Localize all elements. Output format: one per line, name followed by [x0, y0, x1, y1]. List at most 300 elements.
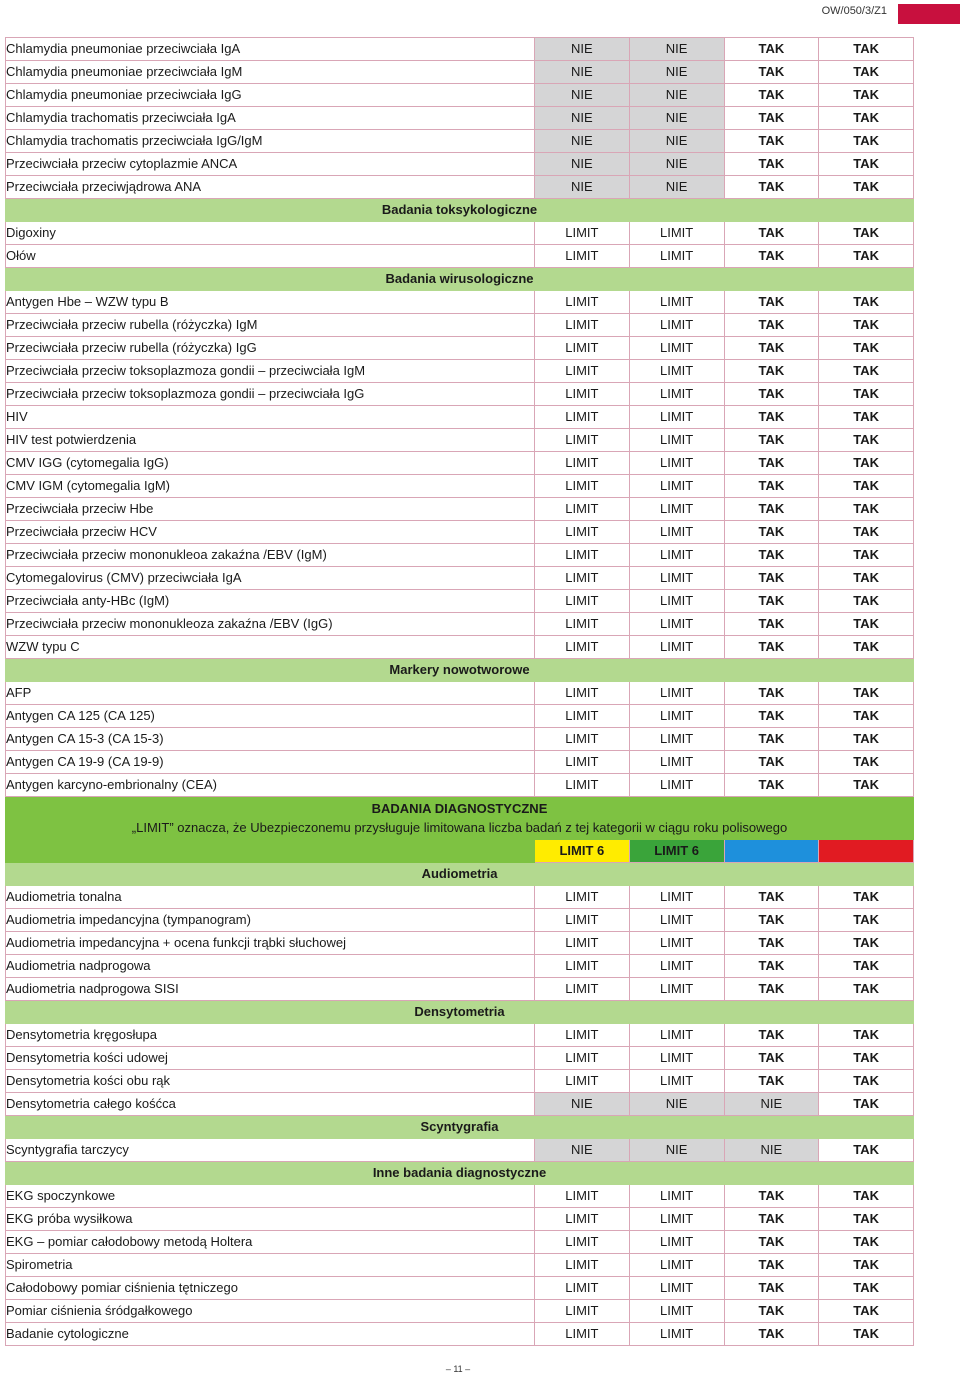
coverage-value: TAK	[819, 1208, 914, 1231]
coverage-table-body	[6, 38, 914, 1346]
coverage-value: LIMIT	[629, 567, 724, 590]
coverage-value: TAK	[819, 107, 914, 130]
coverage-value: TAK	[724, 406, 819, 429]
exam-name: HIV	[6, 406, 535, 429]
exam-name: Przeciwciała przeciw mononukleoza zakaźna /EBV (IgG)	[6, 613, 535, 636]
coverage-value: NIE	[535, 61, 630, 84]
coverage-value: LIMIT	[535, 337, 630, 360]
coverage-value: LIMIT	[629, 429, 724, 452]
section-title: Markery nowotworowe	[6, 659, 914, 682]
coverage-value: LIMIT	[629, 705, 724, 728]
coverage-value: TAK	[819, 705, 914, 728]
coverage-value: LIMIT	[629, 978, 724, 1001]
exam-name: EKG – pomiar całodobowy metodą Holtera	[6, 1231, 535, 1254]
coverage-value: LIMIT	[629, 314, 724, 337]
coverage-value: TAK	[724, 360, 819, 383]
coverage-value: LIMIT	[535, 291, 630, 314]
coverage-value: TAK	[819, 245, 914, 268]
exam-name: EKG próba wysiłkowa	[6, 1208, 535, 1231]
table-row	[6, 360, 914, 383]
table-row	[6, 932, 914, 955]
exam-name: Chlamydia pneumoniae przeciwciała IgA	[6, 38, 535, 61]
coverage-value: NIE	[535, 107, 630, 130]
table-row	[6, 38, 914, 61]
exam-name: Chlamydia pneumoniae przeciwciała IgM	[6, 61, 535, 84]
coverage-value: LIMIT	[629, 751, 724, 774]
exam-name: Densytometria kości udowej	[6, 1047, 535, 1070]
exam-name: Chlamydia pneumoniae przeciwciała IgG	[6, 84, 535, 107]
section-header-row	[6, 659, 914, 682]
exam-name: WZW typu C	[6, 636, 535, 659]
exam-name: Badanie cytologiczne	[6, 1323, 535, 1346]
table-row	[6, 245, 914, 268]
table-row	[6, 1047, 914, 1070]
coverage-value: TAK	[819, 1323, 914, 1346]
coverage-value: TAK	[724, 1024, 819, 1047]
table-row	[6, 886, 914, 909]
coverage-value: TAK	[819, 567, 914, 590]
coverage-value: LIMIT	[535, 909, 630, 932]
coverage-value: NIE	[629, 1139, 724, 1162]
coverage-value: NIE	[629, 61, 724, 84]
coverage-value: LIMIT	[629, 360, 724, 383]
table-row	[6, 567, 914, 590]
coverage-value: LIMIT	[629, 909, 724, 932]
table-row	[6, 682, 914, 705]
table-row	[6, 153, 914, 176]
legend-limit-yellow: LIMIT 6	[535, 840, 630, 863]
coverage-value: LIMIT	[629, 1231, 724, 1254]
table-row	[6, 452, 914, 475]
coverage-value: TAK	[724, 636, 819, 659]
table-row	[6, 1185, 914, 1208]
table-row	[6, 909, 914, 932]
coverage-value: TAK	[724, 909, 819, 932]
coverage-value: TAK	[724, 682, 819, 705]
exam-name: Pomiar ciśnienia śródgałkowego	[6, 1300, 535, 1323]
coverage-value: LIMIT	[535, 1277, 630, 1300]
coverage-value: TAK	[819, 932, 914, 955]
coverage-value: LIMIT	[535, 978, 630, 1001]
coverage-value: LIMIT	[629, 1300, 724, 1323]
legend-red-swatch	[819, 840, 914, 863]
exam-name: Audiometria impedancyjna + ocena funkcji trąbki słuchowej	[6, 932, 535, 955]
table-row	[6, 955, 914, 978]
exam-name: Audiometria impedancyjna (tympanogram)	[6, 909, 535, 932]
coverage-value: TAK	[724, 932, 819, 955]
coverage-value: LIMIT	[629, 452, 724, 475]
coverage-value: LIMIT	[535, 1231, 630, 1254]
coverage-value: LIMIT	[535, 682, 630, 705]
table-row	[6, 498, 914, 521]
table-row	[6, 84, 914, 107]
exam-name: EKG spoczynkowe	[6, 1185, 535, 1208]
coverage-value: LIMIT	[535, 705, 630, 728]
coverage-value: LIMIT	[629, 1277, 724, 1300]
coverage-value: TAK	[819, 452, 914, 475]
coverage-value: LIMIT	[629, 1024, 724, 1047]
coverage-value: TAK	[724, 222, 819, 245]
section-title: Inne badania diagnostyczne	[6, 1162, 914, 1185]
coverage-value: NIE	[629, 107, 724, 130]
coverage-value: NIE	[535, 176, 630, 199]
coverage-value: TAK	[724, 728, 819, 751]
table-row	[6, 1300, 914, 1323]
table-row	[6, 1231, 914, 1254]
coverage-value: TAK	[724, 955, 819, 978]
coverage-value: NIE	[724, 1093, 819, 1116]
coverage-value: LIMIT	[535, 245, 630, 268]
coverage-value: LIMIT	[535, 1208, 630, 1231]
exam-name: Audiometria tonalna	[6, 886, 535, 909]
table-row	[6, 107, 914, 130]
coverage-value: TAK	[819, 222, 914, 245]
coverage-value: LIMIT	[535, 222, 630, 245]
table-row	[6, 337, 914, 360]
coverage-value: TAK	[724, 38, 819, 61]
coverage-value: TAK	[819, 498, 914, 521]
coverage-value: TAK	[819, 909, 914, 932]
coverage-value: NIE	[535, 1139, 630, 1162]
coverage-value: NIE	[629, 1093, 724, 1116]
coverage-value: TAK	[819, 1047, 914, 1070]
exam-name: Antygen CA 19-9 (CA 19-9)	[6, 751, 535, 774]
coverage-value: LIMIT	[629, 1254, 724, 1277]
coverage-value: NIE	[629, 130, 724, 153]
exam-name: Audiometria nadprogowa	[6, 955, 535, 978]
coverage-value: TAK	[819, 153, 914, 176]
coverage-value: TAK	[819, 406, 914, 429]
exam-name: Całodobowy pomiar ciśnienia tętniczego	[6, 1277, 535, 1300]
table-row	[6, 1024, 914, 1047]
coverage-value: TAK	[724, 107, 819, 130]
table-row	[6, 314, 914, 337]
coverage-value: LIMIT	[535, 1300, 630, 1323]
coverage-value: LIMIT	[629, 613, 724, 636]
legend-row	[6, 840, 914, 863]
coverage-value: TAK	[724, 291, 819, 314]
coverage-value: TAK	[724, 1300, 819, 1323]
coverage-value: TAK	[724, 751, 819, 774]
exam-name: Antygen CA 125 (CA 125)	[6, 705, 535, 728]
coverage-value: NIE	[535, 130, 630, 153]
table-row	[6, 774, 914, 797]
section-title: Densytometria	[6, 1001, 914, 1024]
coverage-value: TAK	[724, 544, 819, 567]
coverage-value: LIMIT	[629, 932, 724, 955]
coverage-value: LIMIT	[535, 1024, 630, 1047]
coverage-value: LIMIT	[535, 1323, 630, 1346]
coverage-value: LIMIT	[535, 406, 630, 429]
table-row	[6, 429, 914, 452]
coverage-value: NIE	[629, 176, 724, 199]
coverage-value: TAK	[819, 978, 914, 1001]
coverage-value: TAK	[724, 1231, 819, 1254]
coverage-value: NIE	[629, 153, 724, 176]
table-row	[6, 130, 914, 153]
coverage-value: TAK	[724, 705, 819, 728]
coverage-value: TAK	[819, 360, 914, 383]
exam-name: Audiometria nadprogowa SISI	[6, 978, 535, 1001]
coverage-value: LIMIT	[629, 886, 724, 909]
document-code: OW/050/3/Z1	[821, 5, 887, 17]
coverage-value: LIMIT	[629, 406, 724, 429]
table-row	[6, 544, 914, 567]
coverage-value: NIE	[629, 84, 724, 107]
exam-name: Przeciwciała przeciw cytoplazmie ANCA	[6, 153, 535, 176]
coverage-value: TAK	[724, 337, 819, 360]
coverage-value: NIE	[535, 153, 630, 176]
table-row	[6, 1139, 914, 1162]
coverage-value: LIMIT	[629, 1323, 724, 1346]
coverage-value: TAK	[819, 84, 914, 107]
coverage-value: LIMIT	[629, 291, 724, 314]
coverage-value: LIMIT	[535, 567, 630, 590]
coverage-value: LIMIT	[535, 774, 630, 797]
table-row	[6, 705, 914, 728]
limit-note: „LIMIT” oznacza, że Ubezpieczonemu przysługuje limitowana liczba badań z tej kategorii w ciągu roku polisowego	[131, 820, 788, 835]
coverage-value: TAK	[724, 1185, 819, 1208]
coverage-value: NIE	[535, 1093, 630, 1116]
coverage-value: TAK	[819, 1185, 914, 1208]
coverage-value: TAK	[819, 636, 914, 659]
coverage-value: LIMIT	[629, 1208, 724, 1231]
diagnostic-header	[6, 797, 914, 840]
coverage-value: TAK	[724, 84, 819, 107]
coverage-value: LIMIT	[535, 590, 630, 613]
coverage-value: LIMIT	[535, 360, 630, 383]
coverage-value: TAK	[819, 1024, 914, 1047]
coverage-value: NIE	[724, 1139, 819, 1162]
coverage-value: TAK	[724, 978, 819, 1001]
coverage-value: LIMIT	[535, 475, 630, 498]
table-row	[6, 383, 914, 406]
coverage-value: LIMIT	[535, 932, 630, 955]
exam-name: CMV IGG (cytomegalia IgG)	[6, 452, 535, 475]
exam-name: Przeciwciała przeciw rubella (różyczka) IgM	[6, 314, 535, 337]
coverage-value: TAK	[819, 314, 914, 337]
coverage-value: TAK	[724, 475, 819, 498]
coverage-value: TAK	[724, 1254, 819, 1277]
legend-blue-swatch	[724, 840, 819, 863]
coverage-value: TAK	[819, 1277, 914, 1300]
coverage-value: TAK	[819, 1139, 914, 1162]
coverage-value: TAK	[819, 544, 914, 567]
coverage-value: TAK	[819, 291, 914, 314]
exam-name: Przeciwciała przeciw toksoplazmoza gondii – przeciwciała IgM	[6, 360, 535, 383]
table-row	[6, 751, 914, 774]
coverage-value: TAK	[724, 1277, 819, 1300]
coverage-value: TAK	[819, 1231, 914, 1254]
coverage-value: TAK	[819, 429, 914, 452]
coverage-value: LIMIT	[535, 886, 630, 909]
coverage-value: TAK	[819, 475, 914, 498]
coverage-value: LIMIT	[629, 521, 724, 544]
table-row	[6, 176, 914, 199]
exam-name: Chlamydia trachomatis przeciwciała IgA	[6, 107, 535, 130]
coverage-value: LIMIT	[629, 1070, 724, 1093]
exam-name: Przeciwciała przeciw toksoplazmoza gondii – przeciwciała IgG	[6, 383, 535, 406]
coverage-value: LIMIT	[629, 337, 724, 360]
coverage-value: LIMIT	[535, 314, 630, 337]
table-row	[6, 978, 914, 1001]
coverage-value: TAK	[724, 314, 819, 337]
section-header-row	[6, 1001, 914, 1024]
coverage-value: LIMIT	[629, 498, 724, 521]
exam-name: Przeciwciała przeciw Hbe	[6, 498, 535, 521]
section-header-row	[6, 863, 914, 886]
coverage-value: LIMIT	[535, 1070, 630, 1093]
exam-name: CMV IGM (cytomegalia IgM)	[6, 475, 535, 498]
table-row	[6, 521, 914, 544]
coverage-value: TAK	[819, 38, 914, 61]
coverage-value: TAK	[819, 590, 914, 613]
table-row	[6, 1277, 914, 1300]
exam-name: Densytometria kręgosłupa	[6, 1024, 535, 1047]
table-row	[6, 1208, 914, 1231]
coverage-value: TAK	[724, 452, 819, 475]
coverage-value: LIMIT	[629, 475, 724, 498]
coverage-value: TAK	[819, 383, 914, 406]
coverage-value: TAK	[724, 774, 819, 797]
coverage-value: LIMIT	[535, 1047, 630, 1070]
exam-name: Antygen CA 15-3 (CA 15-3)	[6, 728, 535, 751]
corner-accent-bar	[898, 4, 960, 24]
coverage-value: LIMIT	[535, 636, 630, 659]
coverage-value: TAK	[724, 567, 819, 590]
coverage-value: TAK	[819, 61, 914, 84]
coverage-value: TAK	[724, 1070, 819, 1093]
exam-name: Scyntygrafia tarczycy	[6, 1139, 535, 1162]
coverage-value: LIMIT	[629, 544, 724, 567]
exam-name: Cytomegalovirus (CMV) przeciwciała IgA	[6, 567, 535, 590]
table-row	[6, 728, 914, 751]
coverage-value: TAK	[724, 1208, 819, 1231]
coverage-value: TAK	[819, 774, 914, 797]
coverage-value: NIE	[629, 38, 724, 61]
coverage-table	[5, 37, 914, 1346]
coverage-value: LIMIT	[629, 222, 724, 245]
page-number: – 11 –	[445, 1364, 471, 1374]
coverage-value: LIMIT	[535, 613, 630, 636]
table-row	[6, 613, 914, 636]
section-title: Scyntygrafia	[6, 1116, 914, 1139]
coverage-value: TAK	[819, 337, 914, 360]
section-title: Badania wirusologiczne	[6, 268, 914, 291]
exam-name: Densytometria całego kośćca	[6, 1093, 535, 1116]
exam-name: Antygen Hbe – WZW typu B	[6, 291, 535, 314]
table-row	[6, 590, 914, 613]
table-row	[6, 1093, 914, 1116]
coverage-value: TAK	[724, 130, 819, 153]
coverage-value: TAK	[819, 955, 914, 978]
exam-name: Densytometria kości obu rąk	[6, 1070, 535, 1093]
section-header-row	[6, 199, 914, 222]
coverage-value: TAK	[819, 886, 914, 909]
coverage-value: LIMIT	[535, 955, 630, 978]
table-row	[6, 1323, 914, 1346]
coverage-value: TAK	[724, 176, 819, 199]
table-row	[6, 636, 914, 659]
coverage-value: LIMIT	[535, 383, 630, 406]
exam-name: Przeciwciała anty-HBc (IgM)	[6, 590, 535, 613]
coverage-value: LIMIT	[629, 1047, 724, 1070]
coverage-value: LIMIT	[535, 498, 630, 521]
exam-name: Przeciwciała przeciwjądrowa ANA	[6, 176, 535, 199]
diagnostic-title: BADANIA DIAGNOSTYCZNE	[371, 801, 548, 816]
coverage-value: LIMIT	[535, 751, 630, 774]
coverage-value: TAK	[724, 1047, 819, 1070]
exam-name: Antygen karcyno-embrionalny (CEA)	[6, 774, 535, 797]
coverage-value: TAK	[819, 1254, 914, 1277]
section-header-row	[6, 268, 914, 291]
table-row	[6, 291, 914, 314]
coverage-value: TAK	[724, 61, 819, 84]
legend-limit-green: LIMIT 6	[629, 840, 724, 863]
coverage-value: LIMIT	[629, 1185, 724, 1208]
exam-name: Spirometria	[6, 1254, 535, 1277]
coverage-value: TAK	[819, 728, 914, 751]
legend-spacer	[6, 840, 535, 863]
table-row	[6, 475, 914, 498]
section-header-row	[6, 1116, 914, 1139]
coverage-value: TAK	[819, 176, 914, 199]
coverage-value: LIMIT	[535, 1254, 630, 1277]
coverage-value: LIMIT	[535, 521, 630, 544]
coverage-value: TAK	[819, 682, 914, 705]
coverage-value: LIMIT	[629, 383, 724, 406]
exam-name: Przeciwciała przeciw rubella (różyczka) IgG	[6, 337, 535, 360]
exam-name: Digoxiny	[6, 222, 535, 245]
coverage-value: TAK	[724, 429, 819, 452]
coverage-value: TAK	[724, 153, 819, 176]
coverage-value: TAK	[724, 498, 819, 521]
coverage-value: TAK	[819, 751, 914, 774]
coverage-value: LIMIT	[629, 774, 724, 797]
section-header-row	[6, 1162, 914, 1185]
exam-name: AFP	[6, 682, 535, 705]
coverage-value: NIE	[535, 38, 630, 61]
table-row	[6, 406, 914, 429]
coverage-value: LIMIT	[535, 728, 630, 751]
coverage-value: TAK	[724, 613, 819, 636]
coverage-value: NIE	[535, 84, 630, 107]
exam-name: HIV test potwierdzenia	[6, 429, 535, 452]
exam-name: Przeciwciała przeciw mononukleoa zakaźna /EBV (IgM)	[6, 544, 535, 567]
coverage-value: TAK	[724, 590, 819, 613]
coverage-value: TAK	[819, 1070, 914, 1093]
section-title: Audiometria	[6, 863, 914, 886]
coverage-value: LIMIT	[629, 590, 724, 613]
table-row	[6, 1254, 914, 1277]
coverage-value: LIMIT	[535, 429, 630, 452]
coverage-value: LIMIT	[535, 544, 630, 567]
coverage-value: TAK	[724, 521, 819, 544]
coverage-value: TAK	[819, 130, 914, 153]
coverage-value: LIMIT	[629, 955, 724, 978]
coverage-value: TAK	[819, 613, 914, 636]
coverage-value: TAK	[724, 245, 819, 268]
coverage-value: LIMIT	[629, 728, 724, 751]
coverage-value: TAK	[724, 1323, 819, 1346]
exam-name: Chlamydia trachomatis przeciwciała IgG/IgM	[6, 130, 535, 153]
section-title: Badania toksykologiczne	[6, 199, 914, 222]
coverage-value: TAK	[819, 1300, 914, 1323]
coverage-value: LIMIT	[629, 245, 724, 268]
coverage-value: TAK	[819, 1093, 914, 1116]
coverage-value: LIMIT	[535, 452, 630, 475]
coverage-value: TAK	[819, 521, 914, 544]
